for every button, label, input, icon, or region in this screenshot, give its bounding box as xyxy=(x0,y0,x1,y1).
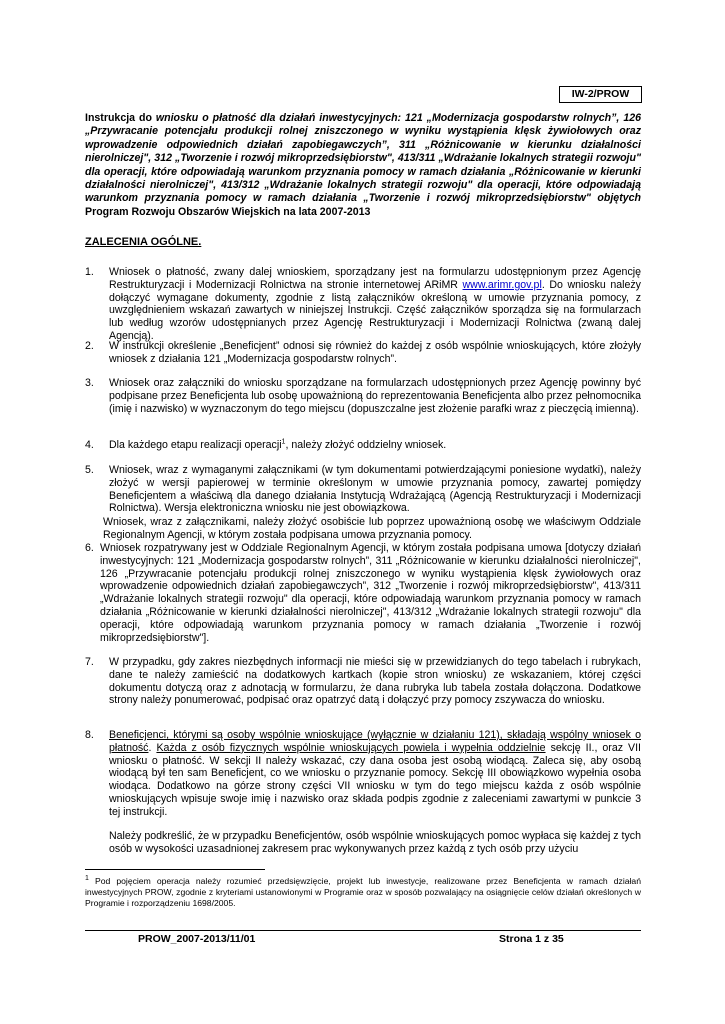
list-text xyxy=(109,729,641,819)
list-item-2 xyxy=(85,340,641,366)
footnote-mark: 1 xyxy=(85,875,89,883)
instruction-title xyxy=(85,112,641,219)
list-text: W przypadku, gdy zakres niezbędnych informacji nie mieści się w przewidzianych do tego tabelach i rubrykach, dane te należy zamieścić na dodatkowych kartkach (kopie stron wniosku) ze wskazaniem, której części dokumentu dotyczą oraz z adnotacją w formularzu, że dana rubryka lub tabela została dołączona. Dodatkowe strony należy ponumerować, podpisać oraz opatrzyć datą i dołączyć przy pomocy zszywacza do wniosku. xyxy=(109,656,641,707)
item-5-extra: Wniosek, wraz z załącznikami, należy złożyć osobiście lub poprzez upoważnioną osobę we właściwym Oddziale Regionalnym Agencji, w którym została podpisana umowa przyznania pomocy. xyxy=(103,516,641,541)
item-8-text-rest: sekcję II., oraz VII wniosku o płatność. W sekcji II należy wskazać, czy dana osoba jest osobą wiodącą. Zaleca się, aby osobą wiodącą był ten sam Beneficjent, co we wniosku o przyznanie pomocy. Sekcję III obowiązkowo wypełnia osoba wiodąca. Dodatkowo na górze strony części VII wniosku w tym do tego miejscu każda z osób wspólnie wnioskujących wpisuje swoje imię i nazwisko oraz składa podpis zgodnie z zaleceniami zawartymi w punkcie 3 tej instrukcji. xyxy=(109,741,641,818)
item-4-text-a: Dla każdego etapu realizacji operacji xyxy=(109,439,282,451)
list-item-4 xyxy=(85,439,641,452)
footnote-text: Pod pojęciem operacja należy rozumieć przedsięwzięcie, projekt lub inwestycje, realizowane przez Beneficjenta w ramach działań inwestycyjnych PROW, zgodnie z kryteriami ustanowionymi w Programie oraz w sposób pozwalający na osiągnięcie celów działań określonych w Programie i rozporządzeniu 1698/2005. xyxy=(85,876,641,908)
item-1-text-b: . Do wniosku należy dołączyć wymagane dokumenty, zgodnie z listą załączników określoną w umowie przyznania pomocy, z uwzględnieniem wskazań zawartych w niniejszej Instrukcji. Część załączników sporządza się na formularzach lub według wzorów udostępnianych przez Agencję Restrukturyzacji i Modernizacji Rolnictwa (zwaną dalej Agencją). xyxy=(109,278,641,342)
item-8-paragraph-2: Należy podkreślić, że w przypadku Beneficjentów, osób wspólnie wnioskujących pomoc wypłaca się każdej z tych osób w wysokości uzasadnionej zakresem prac wykonywanych przez każdą z tych osób przy użyciu xyxy=(109,830,641,855)
list-text: Wniosek, wraz z wymaganymi załącznikami (w tym dokumentami potwierdzającymi poniesione wydatki), należy złożyć w wersji papierowej w terminie określonym w umowie przyznania pomocy, zawartej pomiędzy Beneficjentem a właściwą dla danego działania Instytucją Wdrażającą (Agencją Restrukturyzacji i Modernizacji Rolnictwa). Wersja elektroniczna wniosku nie jest obowiązkowa. xyxy=(109,464,641,515)
list-number: 1. xyxy=(85,266,94,278)
title-part-2: wniosku o płatność dla działań inwestycyjnych: 121 „Modernizacja gospodarstw rolnych”, 126 „Przywracanie potencjału produkcji rolnej zniszczonego w wyniku wystąpienia klęsk żywiołowych oraz wprowadzenie odpowiednich działań zapobiegawczych”, 311 „Różnicowanie w kierunku działalności nierolniczej", 312 „Tworzenie i rozwój mikroprzedsiębiorstw", 413/311 „Wdrażanie lokalnych strategii rozwoju" dla operacji, które odpowiadają warunkom przyznania pomocy w ramach działania „Różnicowanie w kierunki działalności nierolniczej", 413/312 „Wdrażanie lokalnych strategii rozwoju" dla operacji, które odpowiadają warunkom przyznania pomocy w ramach działania „Tworzenie i rozwój mikroprzedsiębiorstw" objętych xyxy=(85,112,641,205)
list-number: 8. xyxy=(85,729,94,741)
list-text xyxy=(109,266,641,343)
list-number: 4. xyxy=(85,439,94,451)
list-number: 7. xyxy=(85,656,94,668)
list-text: Wniosek rozpatrywany jest w Oddziale Regionalnym Agencji, w którym została podpisana umowa [dotyczy działań inwestycyjnych: 121 „Modernizacja gospodarstw rolnych”, 311 „Różnicowanie w kierunku działalności nierolniczej", 126 „Przywracanie potencjału produkcji rolnej zniszczonego w wyniku wystąpienia klęsk żywiołowych oraz wprowadzenie odpowiednich działań zapobiegawczych”, 312 „Tworzenie i rozwój mikroprzedsiębiorstw", 413/311 „Wdrażanie lokalnych strategii rozwoju" dla operacji, które odpowiadają warunkom przyznania pomocy w ramach działania „Różnicowanie w kierunki działalności nierolniczej", 413/312 „Wdrażanie lokalnych strategii rozwoju" dla operacji, które odpowiadają warunkom przyznania pomocy w ramach działania „Tworzenie i rozwój mikroprzedsiębiorstw"]. xyxy=(100,542,641,644)
list-item-8 xyxy=(85,729,641,819)
title-part-1: Instrukcja do xyxy=(85,112,156,124)
footnote xyxy=(85,876,641,909)
list-item-6 xyxy=(85,542,641,644)
arimr-website-link[interactable]: www.arimr.gov.pl xyxy=(462,278,542,291)
footer-document-id: PROW_2007-2013/11/01 xyxy=(138,933,256,945)
title-part-3: Program Rozwoju Obszarów Wiejskich na lata 2007-2013 xyxy=(85,205,371,218)
list-item-1 xyxy=(85,266,641,343)
item-8-underlined-1: Beneficjenci, którymi są osoby wspólnie wnioskujące (wyłącznie w działaniu 121), składają wspólny wniosek o płatność xyxy=(109,729,641,754)
section-heading: ZALECENIA OGÓLNE. xyxy=(85,236,202,248)
list-text: Wniosek oraz załączniki do wniosku sporządzane na formularzach udostępnionych przez Agencję powinny być podpisane przez Beneficjenta lub osobę upoważnioną do reprezentowania Beneficjenta albo przez pełnomocnika (imię i nazwisko) w wyznaczonym do tego miejscu (dopuszczalne jest złożenie parafki wraz z pieczęcią imienną). xyxy=(109,377,641,415)
list-text xyxy=(109,439,641,452)
list-number: 2. xyxy=(85,340,94,352)
item-8-separator: . xyxy=(148,741,157,754)
footnote-reference[interactable]: 1 xyxy=(281,438,286,446)
item-1-text-a: Wniosek o płatność, zwany dalej wnioskiem, sporządzany jest na formularzu udostępnionym przez Agencję Restrukturyzacji i Modernizacji Rolnictwa na stronie internetowej ARiMR xyxy=(109,266,641,291)
list-item-3 xyxy=(85,377,641,415)
footer-page-number: Strona 1 z 35 xyxy=(499,933,564,945)
list-item-5 xyxy=(85,464,641,515)
footer-divider xyxy=(85,930,641,931)
list-number: 6. xyxy=(85,542,94,554)
list-item-7 xyxy=(85,656,641,707)
list-text: W instrukcji określenie „Beneficjent” odnosi się również do każdej z osób wspólnie wnioskujących, które złożyły wniosek z działania 121 „Modernizacja gospodarstw rolnych”. xyxy=(109,340,641,365)
list-number: 5. xyxy=(85,464,94,476)
item-8-underlined-2: Każda z osób fizycznych wspólnie wnioskujących powiela i wypełnia oddzielnie xyxy=(156,741,546,754)
list-number: 3. xyxy=(85,377,94,389)
footnote-separator xyxy=(85,869,265,870)
item-4-text-b: , należy złożyć oddzielny wniosek. xyxy=(285,439,447,451)
document-code-box: IW-2/PROW xyxy=(559,86,642,103)
